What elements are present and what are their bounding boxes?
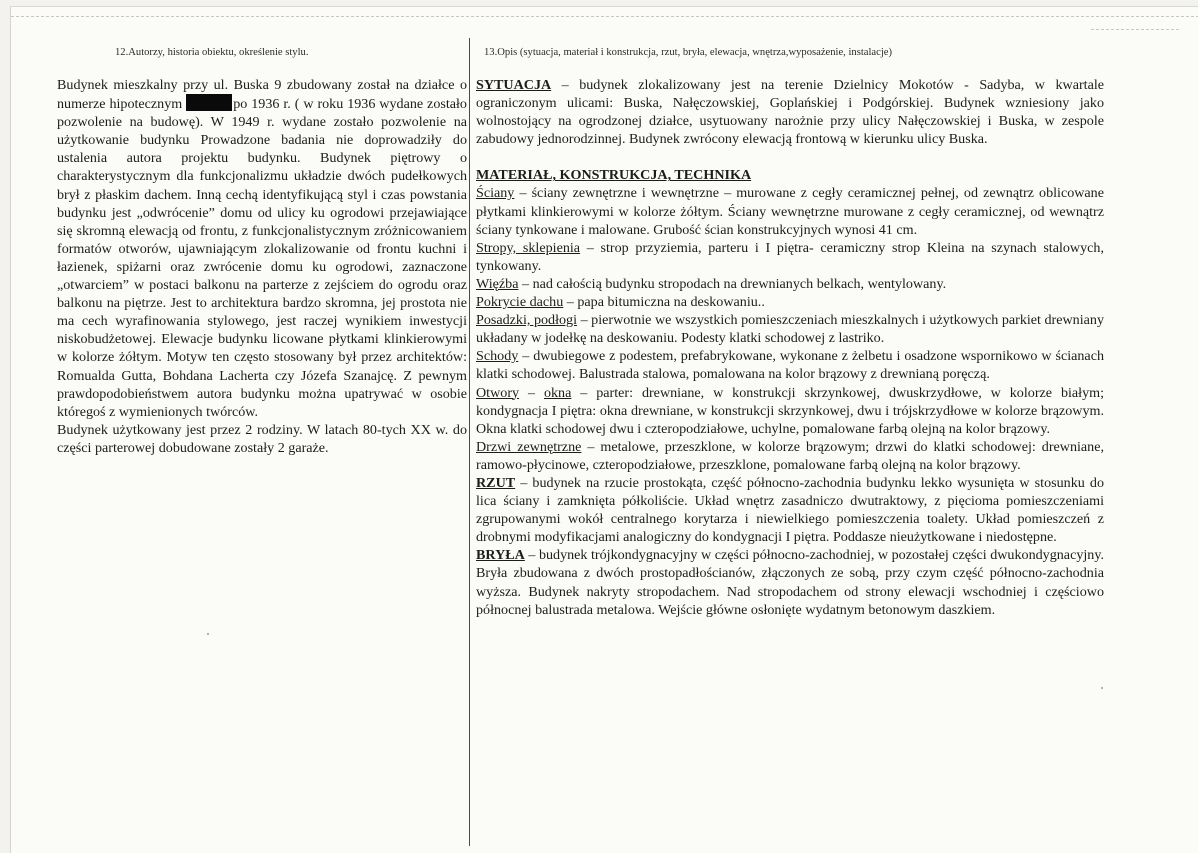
- scan-speck: [207, 633, 209, 635]
- redaction-block: [186, 94, 232, 111]
- situation-text: – budynek zlokalizowany jest na terenie Dzielnicy Mokotów - Sadyba, w kwartale ograniczonym ulicami: Buska, Nałęczowskiej, Goplańskiej i Podgórskiej. Budynek wzniesiony jako wolnostojący na ogrodzonej działce, usytuowany narożnie przy ulicy Nałęczowskiej i Buska, w zespole zabudowy jednorodzinnej. Budynek zwrócony elewacją frontową w kierunku ulicy Buska.: [476, 77, 1104, 148]
- massing-heading: BRYŁA: [476, 547, 525, 564]
- scan-speck: [1101, 687, 1103, 689]
- history-column: [57, 76, 467, 457]
- floors-label: Posadzki, podłogi: [476, 312, 578, 329]
- roof-truss-label: Więźba: [476, 275, 519, 292]
- walls-paragraph: [476, 184, 1104, 238]
- doors-paragraph: [476, 438, 1104, 474]
- massing-paragraph: [476, 546, 1104, 618]
- left-column-header: 12.Autorzy, historia obiektu, określenie stylu.: [115, 47, 309, 58]
- doors-label: Drzwi zewnętrzne: [476, 438, 582, 455]
- roofing-paragraph: [476, 293, 1104, 311]
- roof-truss-paragraph: [476, 275, 1104, 293]
- column-divider: [469, 38, 470, 846]
- stairs-text: – dwubiegowe z podestem, prefabrykowane, wykonane z żelbetu i osadzone wspornikowo w ścianach klatki schodowej. Balustrada stalowa, pomalowana na kolor brązowy z drewnianą poręczą.: [476, 348, 1104, 383]
- floors-paragraph: [476, 311, 1104, 347]
- walls-text: – ściany zewnętrzne i wewnętrzne – murowane z cegły ceramicznej pełnej, od zewnątrz oblicowane płytkami klinkierowymi w kolorze żółtym. Ściany wewnętrzne murowane z cegły ceramicznej, od wewnątrz ściany tynkowane i malowane. Grubość ścian konstrukcyjnych wynosi 41 cm.: [476, 185, 1104, 238]
- massing-text: – budynek trójkondygnacyjny w części północno-zachodniej, w pozostałej części dwukondygnacyjny. Bryła zbudowana z dwóch prostopadłościanów, złączonych ze sobą, przy czym część północno-zachodnia wyższa. Budynek nakryty stropodachem. Nad stropodachem od strony elewacji wschodniej i częściowo północnej balustrada metalowa. Wejście główne osłonięte wydatnym betonowym daszkiem.: [476, 547, 1104, 618]
- history-text-rest: po 1936 r. ( w roku 1936 wydane zostało pozwolenie na budowę). W 1949 r. wydane zostało pozwolenie na użytkowanie budynku Prowadzone badania nie doprowadziły do ustalenia autora projektu budynku. Budynek piętrowy o charakterystycznym dla funkcjonalizmu układzie dwóch pudełkowych brył z płaskim dachem. Inną cechą identyfikującą styl i czas powstania budynku jest „odwrócenie” domu od ulicy ku ogrodowi przejawiające się skromną elewacją od frontu, z funkcjonalistycznym zróżnicowaniem formatów otworów, ujawniającym zlokalizowanie od frontu kuchni i łazienek, spiżarni oraz zwrócenie domu ku ogrodowi, zaznaczone „otwarciem” w postaci balkonu na parterze z zejściem do ogrodu oraz balkonu na piętrze. Jest to architektura bardzo skromna, jej prostota nie ma cech wyrafinowania stylowego, jest raczej wynikiem inwestycji niskobudżetowej. Elewacje budynku licowane płytkami klinkierowymi w kolorze żółtym. Motyw ten często stosowany był przez architektów: Romualda Gutta, Bohdana Lacherta czy Józefa Szanajcę. Z pewnym prawdopodobieństwem autora budynku można upatrywać w osobie któregoś z wymienionych twórców.: [57, 96, 467, 420]
- openings-separator: –: [519, 384, 544, 401]
- material-heading-line: [476, 166, 1104, 184]
- plan-heading: RZUT: [476, 474, 516, 491]
- roofing-label: Pokrycie dachu: [476, 294, 564, 311]
- ceilings-text: – strop przyziemia, parteru i I piętra- ceramiczny strop Kleina na szynach stalowych, tynkowany.: [476, 239, 1104, 274]
- material-heading: MATERIAŁ, KONSTRUKCJA, TECHNIKA: [476, 167, 752, 184]
- history-paragraph: [57, 76, 467, 421]
- plan-text: – budynek na rzucie prostokąta, część północno-zachodnia budynku lekko wysunięta w stosunku do lica ściany i zamknięta półkoliście. Układ wnętrz zasadniczo dwutraktowy, z pięcioma pomieszczeniami zgrupowanymi wokół centralnego korytarza i niewielkiego pomieszczenia toalety. Układ pomieszczeń z drobnymi modyfikacjami analogiczny do kondygnacji I piętra. Poddasze nieużytkowane i niedostępne.: [476, 474, 1104, 546]
- openings-label: Otwory: [476, 384, 520, 401]
- plan-paragraph: [476, 474, 1104, 546]
- stairs-label: Schody: [476, 348, 519, 365]
- openings-paragraph: [476, 384, 1104, 438]
- walls-label: Ściany: [476, 185, 515, 202]
- usage-paragraph: Budynek użytkowany jest przez 2 rodziny. W latach 80-tych XX w. do części parterowej dobudowane zostały 2 garaże.: [57, 421, 467, 456]
- scan-edge-mark: [1091, 29, 1179, 30]
- roof-truss-text: – nad całością budynku stropodach na drewnianych belkach, wentylowany.: [518, 275, 947, 292]
- floors-text: – pierwotnie we wszystkich pomieszczeniach mieszkalnych i użytkowych parkiet drewniany układany w jodełkę na deskowaniu. Podesty klatki schodowej z lastriko.: [476, 312, 1104, 347]
- scan-edge-mark: [11, 16, 1198, 17]
- stairs-paragraph: [476, 347, 1104, 383]
- windows-label: okna: [543, 384, 572, 401]
- history-text-start: Budynek mieszkalny przy ul. Buska 9 zbudowany został na działce o numerze hipotecznym: [57, 77, 467, 113]
- spacer: [476, 148, 1104, 166]
- description-column: [476, 76, 1104, 619]
- ceilings-label: Stropy, sklepienia: [476, 239, 581, 256]
- doors-text: – metalowe, przeszklone, w kolorze brązowym; drzwi do klatki schodowej: drewniane, ramowo-płycinowe, czteropodziałowe, przeszklone, pomalowane farbą olejną na kolor brązowy.: [476, 438, 1104, 473]
- right-column-header: 13.Opis (sytuacja, materiał i konstrukcja, rzut, bryła, elewacja, wnętrza,wyposażenie, instalacje): [484, 47, 892, 58]
- ceilings-paragraph: [476, 239, 1104, 275]
- situation-paragraph: [476, 76, 1104, 148]
- situation-heading: SYTUACJA: [476, 77, 552, 93]
- roofing-text: – papa bitumiczna na deskowaniu..: [563, 294, 765, 311]
- windows-text: – parter: drewniane, w konstrukcji skrzynkowej, dwuskrzydłowe, w kolorze białym; kondygnacja I piętra: okna drewniane, w konstrukcji skrzynkowej, dwu i trójskrzydłowe w kolorze brązowym. Okna klatki schodowej dwu i czteropodziałowe, uchylne, pomalowane farbą olejną na kolor brązowy.: [476, 384, 1105, 437]
